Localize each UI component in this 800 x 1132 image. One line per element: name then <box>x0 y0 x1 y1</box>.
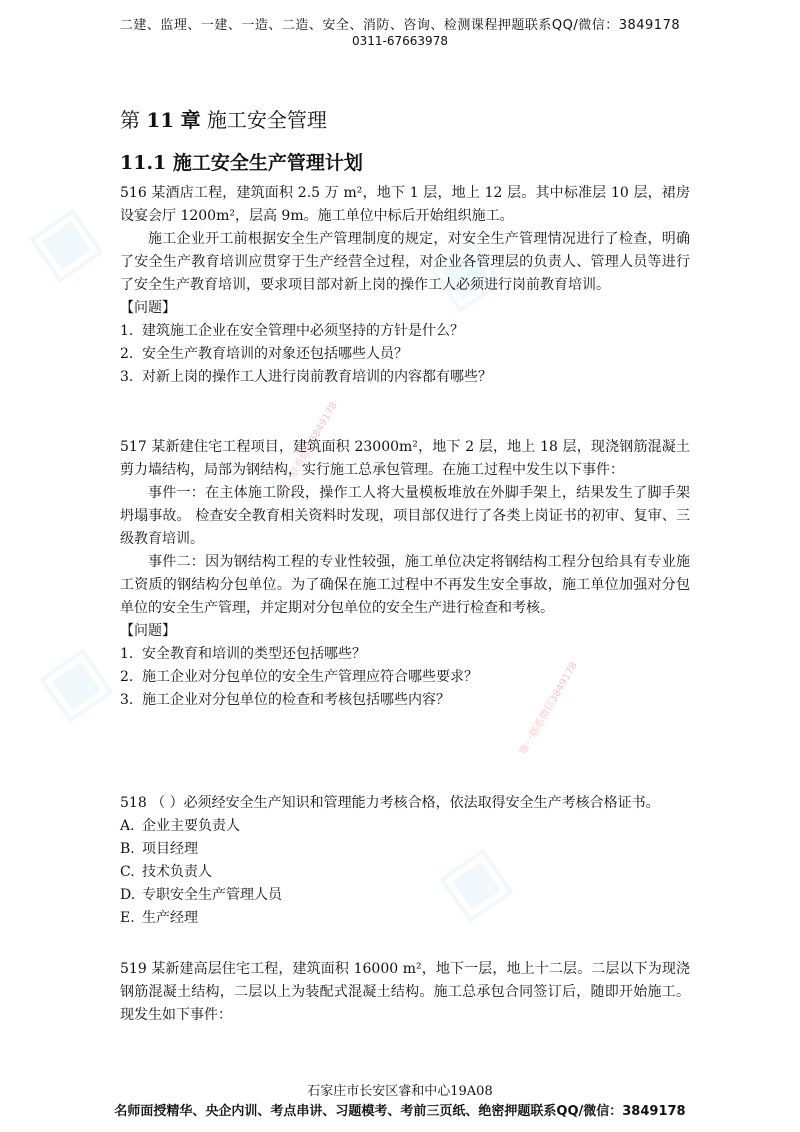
list-item <box>120 643 690 666</box>
watermark-brand: ▣ <box>422 828 524 934</box>
option-letter: C. <box>120 864 135 880</box>
chapter-prefix: 第 <box>120 108 140 132</box>
chapter-unit: 章 <box>180 108 201 132</box>
header-phone: 0311-67663978 <box>352 34 448 48</box>
item-number: 1. <box>120 646 134 662</box>
q518-stem: 518 （ ）必须经安全生产知识和管理能力考核合格，依法取得安全生产考核合格证书。 <box>120 795 660 811</box>
footer-address: 石家庄市长安区睿和中心19A08 <box>307 1084 493 1099</box>
q518-option-list <box>120 815 690 930</box>
list-item <box>120 838 690 861</box>
question-518 <box>120 792 690 930</box>
item-number: 2. <box>120 346 134 362</box>
option-letter: D. <box>120 887 136 903</box>
watermark-brand: ▣ <box>412 218 514 324</box>
option-text: 生产经理 <box>142 910 198 926</box>
item-number: 3. <box>120 369 134 385</box>
watermark-brand: ▣ <box>12 188 114 294</box>
watermark-contact: 唯一联系微信3849178 <box>518 660 580 757</box>
option-letter: A. <box>120 818 135 834</box>
q516-questions-label: 【问题】 <box>120 300 176 316</box>
q519-paragraph-1: 519 某新建高层住宅工程，建筑面积 16000 m²，地下一层，地上十二层。二层以下为现浇钢筋混凝土结构，二层以上为装配式混凝土结构。施工总承包合同签订后，随即开始施工。现发生如下事件： <box>120 961 690 1023</box>
q517-paragraph-1: 517 某新建住宅工程项目，建筑面积 23000m²，地下 2 层，地上 18 层，现浇钢筋混凝土剪力墙结构，局部为钢结构，实行施工总承包管理。在施工过程中发生以下事件： <box>120 439 690 478</box>
option-text: 技术负责人 <box>142 864 212 880</box>
header-contact-line: 二建、监理、一建、一造、二造、安全、消防、咨询、检测课程押题联系QQ/微信：3849178 <box>119 18 681 33</box>
option-letter: B. <box>120 841 135 857</box>
list-item <box>120 689 690 712</box>
item-text: 施工企业对分包单位的安全生产管理应符合哪些要求？ <box>142 669 478 685</box>
watermark-brand: ▣ <box>22 628 124 734</box>
option-text: 项目经理 <box>142 841 198 857</box>
option-text: 专职安全生产管理人员 <box>142 887 282 903</box>
item-number: 1. <box>120 323 134 339</box>
option-letter: E. <box>120 910 135 926</box>
item-text: 对新上岗的操作工人进行岗前教育培训的内容都有哪些？ <box>142 369 492 385</box>
q516-question-list <box>120 320 690 389</box>
list-item <box>120 907 690 930</box>
list-item <box>120 861 690 884</box>
list-item <box>120 815 690 838</box>
q517-event-1: 事件一：在主体施工阶段，操作工人将大量模板堆放在外脚手架上，结果发生了脚手架坍塌事故。 检查安全教育相关资料时发现，项目部仅进行了各类上岗证书的初审、复审、三级教育培训。 <box>120 485 690 547</box>
q516-paragraph-1: 516 某酒店工程，建筑面积 2.5 万 m²，地下 1 层，地上 12 层。其中标准层 10 层，裙房设宴会厅 1200m²，层高 9m。施工单位中标后开始组织施工。 <box>120 185 690 224</box>
item-text: 建筑施工企业在安全管理中必须坚持的方针是什么？ <box>142 323 464 339</box>
chapter-number: 11 <box>146 108 175 132</box>
list-item <box>120 666 690 689</box>
item-number: 2. <box>120 669 134 685</box>
item-number: 3. <box>120 692 134 708</box>
item-text: 安全生产教育培训的对象还包括哪些人员？ <box>142 346 408 362</box>
item-text: 安全教育和培训的类型还包括哪些？ <box>142 646 366 662</box>
chapter-title: 施工安全管理 <box>206 108 327 132</box>
q516-paragraph-2: 施工企业开工前根据安全生产管理制度的规定，对安全生产管理情况进行了检查，明确了安全生产教育培训应贯穿于生产经营全过程，对企业各管理层的负责人、管理人员等进行了安全生产教育培训，要求项目部对新上岗的操作工人必须进行岗前教育培训。 <box>120 231 690 293</box>
chapter-heading <box>120 104 327 133</box>
footer-contact-line: 名师面授精华、央企内训、考点串讲、习题模考、考前三页纸、绝密押题联系QQ/微信：3849178 <box>114 1104 686 1119</box>
question-517 <box>120 436 690 712</box>
list-item <box>120 320 690 343</box>
q517-question-list <box>120 643 690 712</box>
option-text: 企业主要负责人 <box>142 818 240 834</box>
q517-event-2: 事件二：因为钢结构工程的专业性较强，施工单位决定将钢结构工程分包给具有专业施工资质的钢结构分包单位。为了确保在施工过程中不再发生安全事故，施工单位加强对分包单位的安全生产管理，并定期对分包单位的安全生产进行检查和考核。 <box>120 554 690 616</box>
item-text: 施工企业对分包单位的检查和考核包括哪些内容？ <box>142 692 450 708</box>
question-516 <box>120 182 690 389</box>
question-519 <box>120 958 690 1027</box>
list-item <box>120 343 690 366</box>
list-item <box>120 366 690 389</box>
watermark-contact: 唯一联系微信3849178 <box>278 400 340 497</box>
list-item <box>120 884 690 907</box>
q517-questions-label: 【问题】 <box>120 623 176 639</box>
section-heading: 11.1 施工安全生产管理计划 <box>120 152 363 174</box>
